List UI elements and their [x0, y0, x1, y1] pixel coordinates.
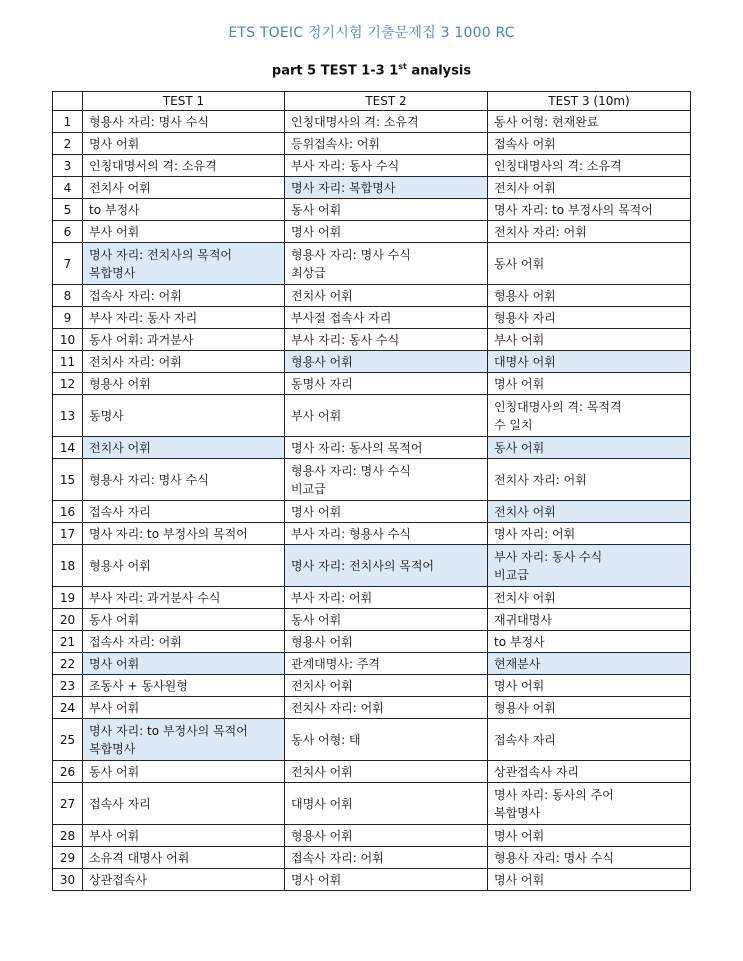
cell-text: 대명사 어휘 [291, 796, 353, 811]
cell-text: 접속사 자리 [89, 504, 151, 519]
test-3-cell [488, 545, 691, 587]
test-2-cell [285, 825, 488, 847]
cell-text: 동명사 자리 [291, 376, 353, 391]
test-2-cell [285, 221, 488, 243]
table-row [53, 697, 691, 719]
cell-text: 접속사 자리: 어휘 [291, 850, 384, 865]
test-2-cell [285, 675, 488, 697]
question-number: 14 [53, 437, 83, 459]
test-2-cell [285, 587, 488, 609]
test-3-cell [488, 285, 691, 307]
cell-text: 복합명사 [494, 805, 541, 820]
table-row [53, 825, 691, 847]
question-number: 19 [53, 587, 83, 609]
cell-text: 형용사 어휘 [89, 376, 151, 391]
cell-text: 명사 어휘 [291, 872, 342, 887]
cell-text: 접속사 자리: 어휘 [89, 634, 182, 649]
cell-text: 부사 자리: 동사 자리 [89, 310, 198, 325]
cell-text: 등위접속사: 어휘 [291, 136, 381, 151]
cell-text: 형용사 어휘 [89, 558, 151, 573]
table-row [53, 307, 691, 329]
subtitle-main: part 5 TEST 1-3 1 [271, 63, 399, 79]
cell-text: 명사 자리: to 부정사의 목적어 [89, 526, 248, 541]
test-1-cell [83, 351, 285, 373]
test-1-cell [83, 587, 285, 609]
cell-text: 형용사 자리: 명사 수식 [494, 850, 614, 865]
question-number: 12 [53, 373, 83, 395]
question-number: 16 [53, 501, 83, 523]
document-subtitle [0, 62, 743, 78]
test-2-cell [285, 545, 488, 587]
cell-text: 전치사 자리: 어휘 [494, 472, 587, 487]
test-2-cell [285, 847, 488, 869]
cell-text: 비교급 [291, 481, 326, 496]
table-row [53, 285, 691, 307]
question-number: 26 [53, 761, 83, 783]
cell-text: 형용사 자리: 명사 수식 [89, 114, 209, 129]
test-3-cell [488, 459, 691, 501]
cell-text: 명사 자리: 전치사의 목적어 [89, 247, 232, 262]
cell-text: 전치사 자리: 어휘 [494, 224, 587, 239]
question-number: 23 [53, 675, 83, 697]
cell-text: 명사 자리: 동사의 목적어 [291, 440, 423, 455]
cell-text: 전치사 어휘 [494, 504, 556, 519]
question-number: 8 [53, 285, 83, 307]
table-row [53, 847, 691, 869]
test-3-cell [488, 847, 691, 869]
cell-text: 전치사 어휘 [89, 180, 151, 195]
test-2-cell [285, 177, 488, 199]
test-2-cell [285, 395, 488, 437]
cell-text: 형용사 자리: 명사 수식 [291, 463, 411, 478]
question-number: 15 [53, 459, 83, 501]
cell-text: 부사 어휘 [494, 332, 545, 347]
question-number: 24 [53, 697, 83, 719]
cell-text: 명사 어휘 [89, 136, 140, 151]
test-2-cell [285, 437, 488, 459]
cell-text: 부사절 접속사 자리 [291, 310, 392, 325]
test-1-cell [83, 847, 285, 869]
table-row [53, 587, 691, 609]
cell-text: 접속사 어휘 [494, 136, 556, 151]
cell-text: 동사 어형: 태 [291, 732, 361, 747]
cell-text: 형용사 자리 [494, 310, 556, 325]
test-3-cell [488, 675, 691, 697]
question-number: 29 [53, 847, 83, 869]
test-1-cell [83, 719, 285, 761]
subtitle-ordinal: st [398, 62, 407, 71]
test-1-cell [83, 869, 285, 891]
test-3-cell [488, 697, 691, 719]
table-row [53, 761, 691, 783]
test-1-cell [83, 221, 285, 243]
cell-text: 형용사 어휘 [291, 634, 353, 649]
question-number: 6 [53, 221, 83, 243]
table-row [53, 545, 691, 587]
cell-text: 형용사 어휘 [291, 828, 353, 843]
test-2-cell [285, 697, 488, 719]
cell-text: to 부정사 [89, 202, 140, 217]
cell-text: 관계대명사: 주격 [291, 656, 381, 671]
table-row [53, 631, 691, 653]
test-3-cell [488, 351, 691, 373]
cell-text: 명사 어휘 [291, 224, 342, 239]
question-number: 11 [53, 351, 83, 373]
table-row [53, 501, 691, 523]
test-2-cell [285, 609, 488, 631]
question-number: 28 [53, 825, 83, 847]
table-row [53, 653, 691, 675]
cell-text: 접속사 자리 [494, 732, 556, 747]
test-1-cell [83, 545, 285, 587]
table-row [53, 199, 691, 221]
table-row [53, 869, 691, 891]
cell-text: 전치사 어휘 [89, 440, 151, 455]
table-row [53, 675, 691, 697]
cell-text: 접속사 자리 [89, 796, 151, 811]
cell-text: 부사 어휘 [89, 700, 140, 715]
table-row [53, 155, 691, 177]
test-3-cell [488, 111, 691, 133]
cell-text: 조동사 + 동사원형 [89, 678, 188, 693]
question-number: 27 [53, 783, 83, 825]
cell-text: 명사 자리: to 부정사의 목적어 [494, 202, 653, 217]
cell-text: 복합명사 [89, 741, 136, 756]
cell-text: 전치사 자리: 어휘 [291, 700, 384, 715]
table-row [53, 437, 691, 459]
question-number: 21 [53, 631, 83, 653]
cell-text: 전치사 어휘 [291, 764, 353, 779]
test-2-cell [285, 351, 488, 373]
cell-text: 부사 어휘 [291, 408, 342, 423]
test-2-cell [285, 523, 488, 545]
cell-text: 동사 어형: 현재완료 [494, 114, 599, 129]
question-number: 13 [53, 395, 83, 437]
question-number: 25 [53, 719, 83, 761]
question-number: 10 [53, 329, 83, 351]
test-2-cell [285, 111, 488, 133]
table-row [53, 177, 691, 199]
table-row [53, 459, 691, 501]
cell-text: 동사 어휘 [291, 202, 342, 217]
cell-text: 최상급 [291, 265, 326, 280]
cell-text: 전치사 어휘 [494, 180, 556, 195]
test-1-cell [83, 437, 285, 459]
question-number: 1 [53, 111, 83, 133]
table-row [53, 133, 691, 155]
test-2-cell [285, 459, 488, 501]
test-2-cell [285, 307, 488, 329]
test-3-cell [488, 631, 691, 653]
test-2-cell [285, 653, 488, 675]
table-row [53, 373, 691, 395]
question-number: 20 [53, 609, 83, 631]
cell-text: 명사 어휘 [494, 678, 545, 693]
cell-text: 동사 어휘: 과거분사 [89, 332, 194, 347]
test-2-cell [285, 783, 488, 825]
cell-text: 명사 자리: 전치사의 목적어 [291, 558, 434, 573]
test-3-cell [488, 761, 691, 783]
cell-text: 명사 어휘 [494, 872, 545, 887]
test-3-cell [488, 869, 691, 891]
cell-text: 부사 자리: 어휘 [291, 590, 373, 605]
test-3-cell [488, 329, 691, 351]
cell-text: 명사 자리: 복합명사 [291, 180, 396, 195]
test-3-cell [488, 243, 691, 285]
test-2-cell [285, 761, 488, 783]
test-1-cell [83, 329, 285, 351]
cell-text: 명사 어휘 [494, 376, 545, 391]
test-1-cell [83, 459, 285, 501]
cell-text: 동사 어휘 [494, 440, 545, 455]
cell-text: 명사 자리: to 부정사의 목적어 [89, 723, 248, 738]
test-3-cell [488, 523, 691, 545]
test-2-cell [285, 155, 488, 177]
table-row [53, 221, 691, 243]
table-row [53, 719, 691, 761]
cell-text: 동명사 [89, 408, 124, 423]
test-3-cell [488, 653, 691, 675]
test-2-cell [285, 501, 488, 523]
cell-text: 인칭대명사의 격: 소유격 [291, 114, 419, 129]
cell-text: 부사 어휘 [89, 224, 140, 239]
test-3-cell [488, 437, 691, 459]
cell-text: 부사 자리: 형용사 수식 [291, 526, 411, 541]
cell-text: 재귀대명사 [494, 612, 552, 627]
question-number: 3 [53, 155, 83, 177]
test-3-cell [488, 825, 691, 847]
cell-text: 명사 어휘 [89, 656, 140, 671]
test-3-cell [488, 373, 691, 395]
test-1-cell [83, 111, 285, 133]
cell-text: 복합명사 [89, 265, 136, 280]
question-number: 9 [53, 307, 83, 329]
cell-text: 인칭대명사의 격: 소유격 [494, 158, 622, 173]
question-number: 5 [53, 199, 83, 221]
test-1-cell [83, 395, 285, 437]
header-number [53, 92, 83, 111]
question-number: 4 [53, 177, 83, 199]
cell-text: 상관접속사 자리 [494, 764, 579, 779]
test-2-cell [285, 869, 488, 891]
header-row [53, 92, 691, 111]
cell-text: 부사 자리: 동사 수식 [494, 549, 603, 564]
cell-text: 동사 어휘 [89, 612, 140, 627]
test-1-cell [83, 783, 285, 825]
table-row [53, 243, 691, 285]
test-3-cell [488, 501, 691, 523]
table-body [53, 111, 691, 891]
test-1-cell [83, 653, 285, 675]
test-2-cell [285, 243, 488, 285]
header-test-1: TEST 1 [83, 92, 285, 111]
cell-text: 접속사 자리: 어휘 [89, 288, 182, 303]
test-1-cell [83, 133, 285, 155]
cell-text: 비교급 [494, 567, 529, 582]
cell-text: 전치사 어휘 [291, 678, 353, 693]
test-3-cell [488, 307, 691, 329]
cell-text: 동사 어휘 [89, 764, 140, 779]
cell-text: 형용사 어휘 [494, 700, 556, 715]
test-1-cell [83, 155, 285, 177]
test-1-cell [83, 243, 285, 285]
cell-text: 부사 자리: 동사 수식 [291, 158, 400, 173]
test-1-cell [83, 761, 285, 783]
cell-text: 형용사 어휘 [291, 354, 353, 369]
cell-text: 대명사 어휘 [494, 354, 556, 369]
cell-text: 동사 어휘 [494, 256, 545, 271]
cell-text: 전치사 자리: 어휘 [89, 354, 182, 369]
test-1-cell [83, 177, 285, 199]
test-3-cell [488, 587, 691, 609]
test-1-cell [83, 373, 285, 395]
cell-text: to 부정사 [494, 634, 545, 649]
subtitle-tail: analysis [406, 63, 472, 79]
cell-text: 전치사 어휘 [291, 288, 353, 303]
test-2-cell [285, 373, 488, 395]
test-1-cell [83, 697, 285, 719]
test-3-cell [488, 395, 691, 437]
table-row [53, 351, 691, 373]
test-2-cell [285, 631, 488, 653]
test-3-cell [488, 133, 691, 155]
cell-text: 명사 어휘 [291, 504, 342, 519]
table-row [53, 395, 691, 437]
test-1-cell [83, 285, 285, 307]
header-test-3: TEST 3 (10m) [488, 92, 691, 111]
cell-text: 부사 자리: 과거분사 수식 [89, 590, 221, 605]
cell-text: 수 일치 [494, 417, 533, 432]
question-number: 2 [53, 133, 83, 155]
test-2-cell [285, 719, 488, 761]
test-2-cell [285, 285, 488, 307]
test-1-cell [83, 501, 285, 523]
test-1-cell [83, 523, 285, 545]
question-number: 17 [53, 523, 83, 545]
test-2-cell [285, 133, 488, 155]
table-row [53, 329, 691, 351]
test-1-cell [83, 675, 285, 697]
question-number: 7 [53, 243, 83, 285]
cell-text: 인칭대명서의 격: 소유격 [89, 158, 217, 173]
analysis-table [52, 91, 691, 891]
test-1-cell [83, 307, 285, 329]
cell-text: 형용사 자리: 명사 수식 [291, 247, 411, 262]
cell-text: 명사 자리: 어휘 [494, 526, 576, 541]
question-number: 30 [53, 869, 83, 891]
header-test-2: TEST 2 [285, 92, 488, 111]
test-2-cell [285, 199, 488, 221]
test-3-cell [488, 609, 691, 631]
cell-text: 형용사 자리: 명사 수식 [89, 472, 209, 487]
test-1-cell [83, 825, 285, 847]
test-3-cell [488, 221, 691, 243]
test-3-cell [488, 177, 691, 199]
cell-text: 상관접속사 [89, 872, 147, 887]
test-1-cell [83, 199, 285, 221]
cell-text: 현재분사 [494, 656, 541, 671]
table-row [53, 783, 691, 825]
cell-text: 인칭대명사의 격: 목적격 [494, 399, 622, 414]
test-3-cell [488, 719, 691, 761]
table-row [53, 609, 691, 631]
cell-text: 동사 어휘 [291, 612, 342, 627]
table-row [53, 523, 691, 545]
test-3-cell [488, 199, 691, 221]
table-row [53, 111, 691, 133]
test-1-cell [83, 609, 285, 631]
test-3-cell [488, 783, 691, 825]
cell-text: 전치사 어휘 [494, 590, 556, 605]
cell-text: 부사 자리: 동사 수식 [291, 332, 400, 347]
cell-text: 명사 자리: 동사의 주어 [494, 787, 614, 802]
question-number: 18 [53, 545, 83, 587]
cell-text: 명사 어휘 [494, 828, 545, 843]
question-number: 22 [53, 653, 83, 675]
test-1-cell [83, 631, 285, 653]
document-title: ETS TOEIC 정기시험 기출문제집 3 1000 RC [228, 25, 515, 41]
test-3-cell [488, 155, 691, 177]
cell-text: 소유격 대명사 어휘 [89, 850, 190, 865]
cell-text: 부사 어휘 [89, 828, 140, 843]
test-2-cell [285, 329, 488, 351]
cell-text: 형용사 어휘 [494, 288, 556, 303]
